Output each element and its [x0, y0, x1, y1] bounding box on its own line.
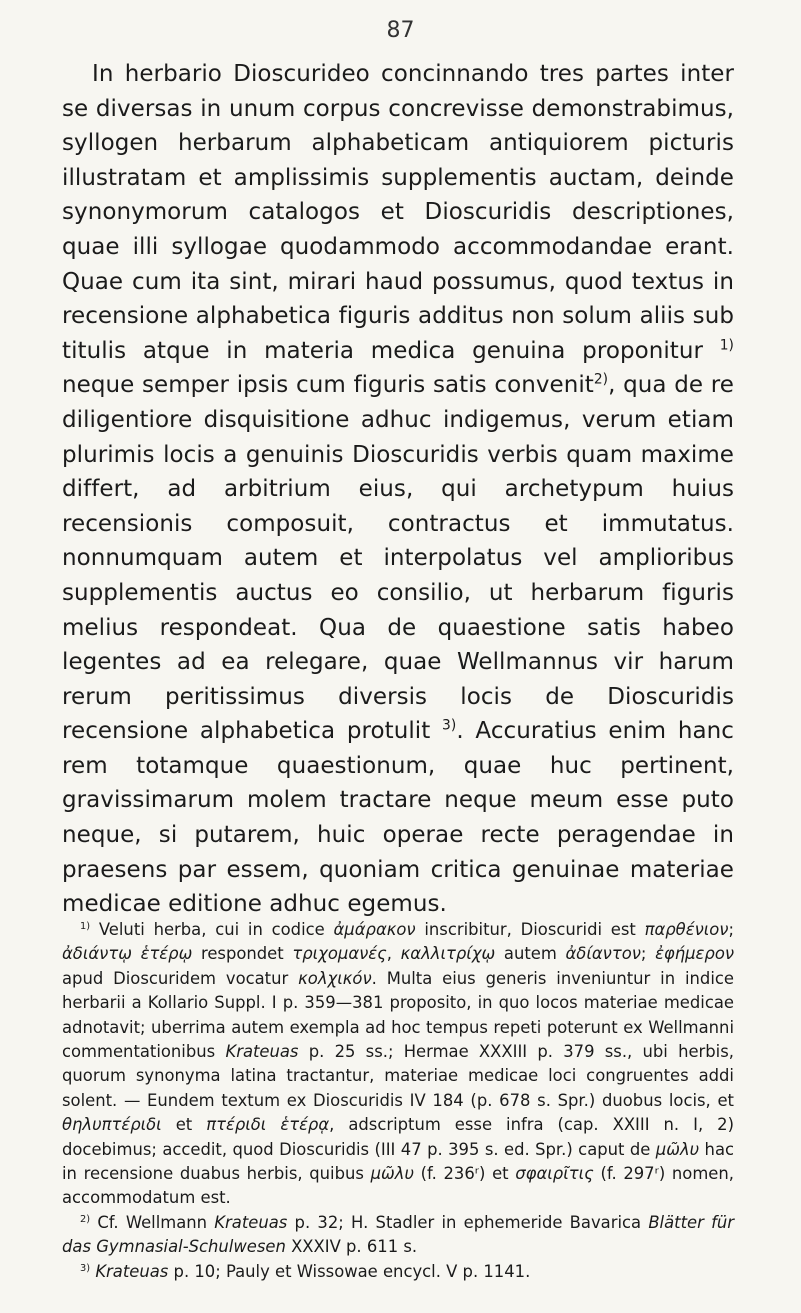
greek-term: θηλυπτέριδι: [62, 1115, 162, 1135]
text-run: , adscriptum esse infra (cap. XXIII n. I, 2) docebimus; accedit, quod Dioscuridis (III 47 p. 395 s. ed. Spr.) caput de: [62, 1115, 734, 1159]
text-run: . Accuratius enim hanc rem totamque quaestionum, quae huc pertinent, gravissimarum molem tractare neque meum esse puto neque, si putarem, huic operae recte peragendae in praesens par essem, quoniam critica genuinae materiae medicae editione adhuc egemus.: [62, 718, 734, 918]
italic-title: Krateuas: [225, 1042, 299, 1062]
footnote-marker: 1): [80, 921, 91, 933]
text-run: et: [161, 1115, 207, 1135]
greek-term: ἀμάρακον: [333, 920, 416, 939]
text-run: (f. 236ʳ) et: [413, 1164, 516, 1184]
footnotes-section: [62, 918, 734, 1284]
page-number: 87: [386, 18, 415, 43]
greek-term: κολχικόν: [298, 968, 372, 988]
greek-term: πτέριδι ἑτέρᾳ: [206, 1115, 330, 1135]
greek-term: ἐφήμερον: [655, 944, 734, 964]
text-run: ,: [386, 944, 401, 964]
italic-title: Blätter für das Gymnasial-Schulwesen: [62, 1212, 734, 1257]
footnote-marker: 2): [593, 372, 609, 389]
greek-term: παρθένιον: [644, 920, 729, 939]
text-run: (f. 297ʳ) nomen, accommodatum est.: [62, 1164, 734, 1208]
text-run: . Multa eius generis inveniuntur in indice herbarii a Kollario Suppl. I p. 359—381 proposito, in quo locos materiae medicae adnotavit; uberrima autem exempla ad hoc tempus repeti poterunt ex Wellmanni commentationibus: [62, 968, 734, 1062]
footnote-3: [62, 1260, 734, 1284]
text-run: In herbario Dioscurideo concinnando tres partes inter se diversas in unum corpus concrevisse demonstrabimus, syllogen herbarum alphabeticam antiquiorem picturis illustratam et amplissimis supplementis auctam, deinde synonymorum catalogos et Dioscuridis descriptiones, quae illi syllogae quodammodo accommodandae erant. Quae cum ita sint, mirari haud possumus, quod textus in recensione alphabetica figuris additus non solum aliis sub titulis atque in materia medica genuina proponitur: [62, 61, 734, 364]
text-run: p. 32; H. Stadler in ephemeride Bavarica: [287, 1212, 649, 1232]
text-run: autem: [495, 944, 566, 964]
greek-term: καλλιτρίχῳ: [400, 944, 496, 964]
text-run: hac in recensione duabus herbis, quibus: [62, 1139, 735, 1184]
text-run: Cf. Wellmann: [90, 1212, 215, 1232]
italic-title: Krateuas: [214, 1212, 288, 1232]
footnote-1: [62, 918, 734, 1211]
footnote-marker: 1): [719, 337, 734, 354]
text-run: apud Dioscuridem vocatur: [62, 968, 299, 988]
text-run: p. 25 ss.; Hermae XXXIII p. 379 ss., ubi herbis, quorum synonyma latina tractantur, materiae medicae loci congruentes addi solent. — Eundem textum ex Dioscuridis IV 184 (p. 678 s. Spr.) duobus locis, et: [62, 1042, 734, 1110]
greek-term: σφαιρῖτις: [515, 1164, 594, 1184]
main-paragraph: [62, 57, 734, 922]
text-run: neque semper ipsis cum figuris satis convenit: [62, 372, 594, 399]
text-run: , qua de re diligentiore disquisitione adhuc indigemus, verum etiam plurimis locis a genuinis Dioscuridis verbis quam maxime differt, ad arbitrium eius, qui archetypum huius recensionis composuit, contractus et immutatus. nonnumquam autem et interpolatus vel amplioribus supplementis auctus eo consilio, ut herbarum figuris melius respondeat. Qua de quaestione satis habeo legentes ad ea relegare, quae Wellmannus vir harum rerum peritissimus diversis locis de Dioscuridis recensione alphabetica protulit: [62, 372, 734, 745]
text-run: inscribitur, Dioscuridi est: [415, 920, 645, 939]
text-run: ;: [728, 920, 734, 939]
greek-term: μῶλυ: [655, 1139, 700, 1159]
text-run: p. 10; Pauly et Wissowae encycl. V p. 1141.: [168, 1261, 531, 1281]
greek-term: ἀδιάντῳ ἑτέρῳ: [62, 944, 193, 964]
footnote-marker: 2): [80, 1213, 91, 1225]
footnote-marker: 3): [442, 718, 457, 735]
greek-term: μῶλυ: [370, 1164, 414, 1184]
greek-term: ἀδίαντον: [565, 944, 641, 964]
footnote-2: [62, 1211, 734, 1260]
text-run: ;: [640, 944, 656, 964]
text-run: Veluti herba, cui in codice: [90, 920, 334, 939]
text-run: respondet: [192, 944, 293, 964]
greek-term: τριχομανές: [292, 944, 387, 964]
text-run: XXXIV p. 611 s.: [285, 1237, 418, 1257]
footnote-marker: 3): [80, 1262, 91, 1274]
italic-title: Krateuas: [95, 1261, 169, 1281]
